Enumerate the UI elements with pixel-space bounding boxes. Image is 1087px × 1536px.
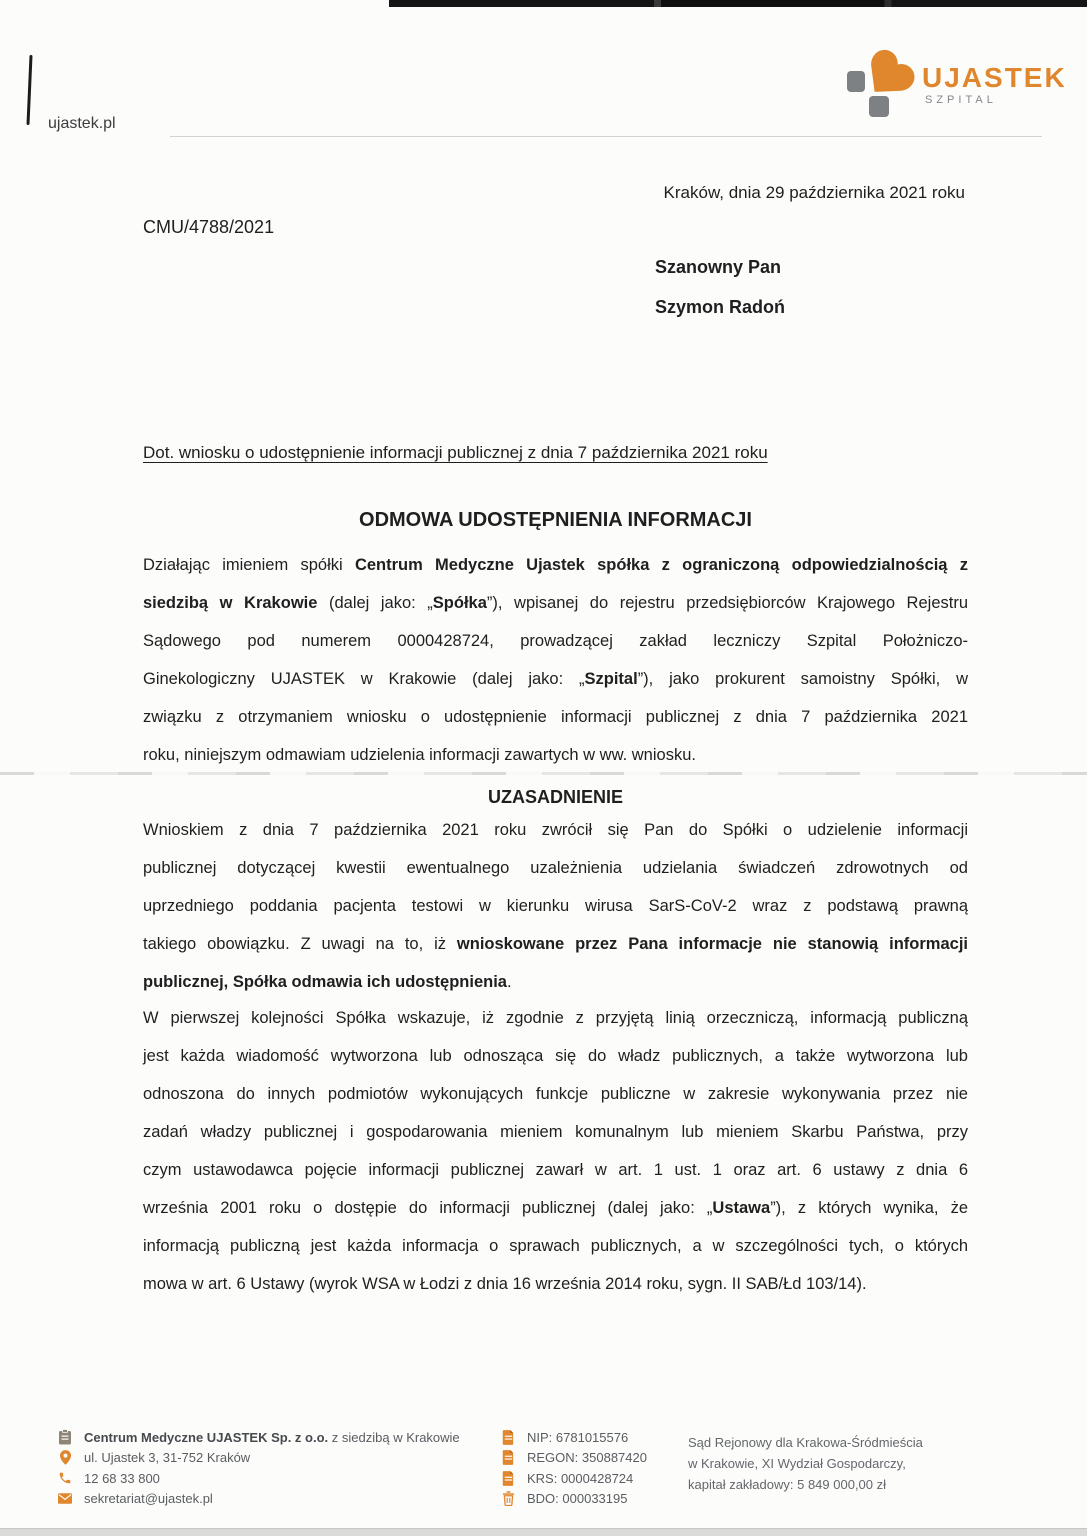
footer-court-line: w Krakowie, XI Wydział Gospodarczy,	[688, 1456, 906, 1471]
footer-email: sekretariat@ujastek.pl	[84, 1491, 213, 1507]
ujastek-logo	[846, 50, 1086, 112]
footer-krs: KRS: 0000428724	[527, 1470, 634, 1486]
paragraph-justification-1	[143, 811, 968, 1001]
document-icon	[500, 1450, 516, 1465]
pen-mark	[26, 55, 32, 125]
justification-heading: UZASADNIENIE	[487, 787, 623, 807]
envelope-icon	[57, 1493, 73, 1504]
logo-subtitle-text: SZPITAL	[925, 94, 997, 106]
paragraph-line: publicznej, Spółka odmawia ich udostępnienia.	[143, 973, 512, 991]
paragraph-line: takiego obowiązku. Z uwagi na to, iż wnioskowane przez Pana informacje nie stanowią informacji	[143, 935, 968, 953]
footer-court-line: Sąd Rejonowy dla Krakowa-Śródmieścia	[688, 1435, 923, 1450]
paragraph-line: Ginekologiczny UJASTEK w Krakowie (dalej jako: „Szpital”), jako prokurent samoistny Spółki, w	[143, 670, 968, 688]
addressee-block	[655, 254, 785, 334]
footer-krs-row	[500, 1468, 647, 1489]
paragraph-line: Działając imieniem spółki Centrum Medyczne Ujastek spółka z ograniczoną odpowiedzialnością z	[143, 556, 968, 574]
footer-company-column	[57, 1427, 460, 1509]
paragraph-line: zadań władzy publicznej i gospodarowania mieniem komunalnym lub mieniem Skarbu Państwa, przy	[143, 1123, 968, 1141]
paragraph-refusal	[143, 546, 968, 774]
paragraph-line: Wnioskiem z dnia 7 października 2021 roku zwrócił się Pan do Spółki o udzielenie informacji	[143, 821, 968, 839]
paragraph-line: września 2001 roku o dostępie do informacji publicznej (dalej jako: „Ustawa”), z których wynika, że	[143, 1199, 968, 1217]
refusal-heading: ODMOWA UDOSTĘPNIENIA INFORMACJI	[359, 509, 752, 531]
paragraph-line: jest każda wiadomość wytworzona lub odnosząca się do władz publicznych, a także wytworzona lub	[143, 1047, 968, 1065]
letter-date: Kraków, dnia 29 października 2021 roku	[663, 183, 965, 202]
logo-brand-text: UJASTEK	[922, 62, 1067, 93]
site-url-label: ujastek.pl	[48, 115, 116, 132]
header-divider	[170, 136, 1042, 137]
paragraph-line: czym ustawodawca pojęcie informacji publicznej zawarł w art. 1 ust. 1 oraz art. 6 ustawy z dnia 6	[143, 1161, 968, 1179]
paragraph-line: W pierwszej kolejności Spółka wskazuje, iż zgodnie z przyjętą linią orzeczniczą, informacją publiczną	[143, 1009, 968, 1027]
paragraph-line: siedzibą w Krakowie (dalej jako: „Spółka”), wpisanej do rejestru przedsiębiorców Krajowego Rejestru	[143, 594, 968, 612]
clipboard-icon	[57, 1429, 73, 1445]
footer-company-row	[57, 1427, 460, 1448]
document-icon	[500, 1471, 516, 1486]
footer-company-name: Centrum Medyczne UJASTEK Sp. z o.o. z siedzibą w Krakowie	[84, 1429, 460, 1445]
paragraph-line: Sądowego pod numerem 0000428724, prowadzącej zakład leczniczy Szpital Położniczo-	[143, 632, 968, 650]
paragraph-line: związku z otrzymaniem wniosku o udostępnienie informacji publicznej z dnia 7 października 2021	[143, 708, 968, 726]
footer-email-row	[57, 1489, 460, 1510]
scan-artifact-bottom-bar	[0, 1528, 1087, 1536]
paragraph-line: informacją publiczną jest każda informacja o sprawach publicznych, a w szczególności tych, o których	[143, 1237, 968, 1255]
footer-nip: NIP: 6781015576	[527, 1429, 629, 1445]
document-icon	[500, 1430, 516, 1445]
footer-phone: 12 68 33 800	[84, 1470, 160, 1486]
addressee-salutation: Szanowny Pan	[655, 257, 782, 277]
footer-address: ul. Ujastek 3, 31-752 Kraków	[84, 1450, 251, 1466]
footer-phone-row	[57, 1468, 460, 1489]
footer-address-row	[57, 1448, 460, 1469]
footer-bdo: BDO: 000033195	[527, 1491, 628, 1507]
location-pin-icon	[57, 1450, 73, 1465]
paragraph-line: odnoszona do innych podmiotów wykonujących funkcje publiczne w zakresie wykonywania przez nie	[143, 1085, 968, 1103]
reference-number: CMU/4788/2021	[143, 217, 275, 237]
scan-artifact-top-bar	[389, 0, 1087, 7]
paragraph-line: uprzedniego poddania pacjenta testowi w kierunku wirusa SarS-CoV-2 wraz z podstawą prawną	[143, 897, 968, 915]
paragraph-line: mowa w art. 6 Ustawy (wyrok WSA w Łodzi z dnia 16 września 2014 roku, sygn. II SAB/Łd 103/14).	[143, 1275, 867, 1293]
subject-line: Dot. wniosku o udostępnienie informacji publicznej z dnia 7 października 2021 roku	[143, 443, 768, 462]
footer-regon: REGON: 350887420	[527, 1450, 647, 1466]
footer-regon-row	[500, 1448, 647, 1469]
paragraph-line: roku, niniejszym odmawiam udzielenia informacji zawartych w ww. wniosku.	[143, 746, 696, 764]
heart-cross-logo-icon	[846, 50, 916, 120]
trash-icon	[500, 1491, 516, 1506]
paragraph-justification-2	[143, 999, 968, 1303]
phone-icon	[57, 1471, 73, 1485]
paragraph-line: publicznej dotyczącej kwestii ewentualnego uzależnienia udzielania świadczeń zdrowotnych od	[143, 859, 968, 877]
footer-court-line: kapitał zakładowy: 5 849 000,00 zł	[688, 1477, 887, 1492]
footer-court-column	[688, 1432, 923, 1495]
footer-registry-column	[500, 1427, 647, 1509]
footer-nip-row	[500, 1427, 647, 1448]
addressee-name: Szymon Radoń	[655, 297, 786, 317]
footer-bdo-row	[500, 1489, 647, 1510]
